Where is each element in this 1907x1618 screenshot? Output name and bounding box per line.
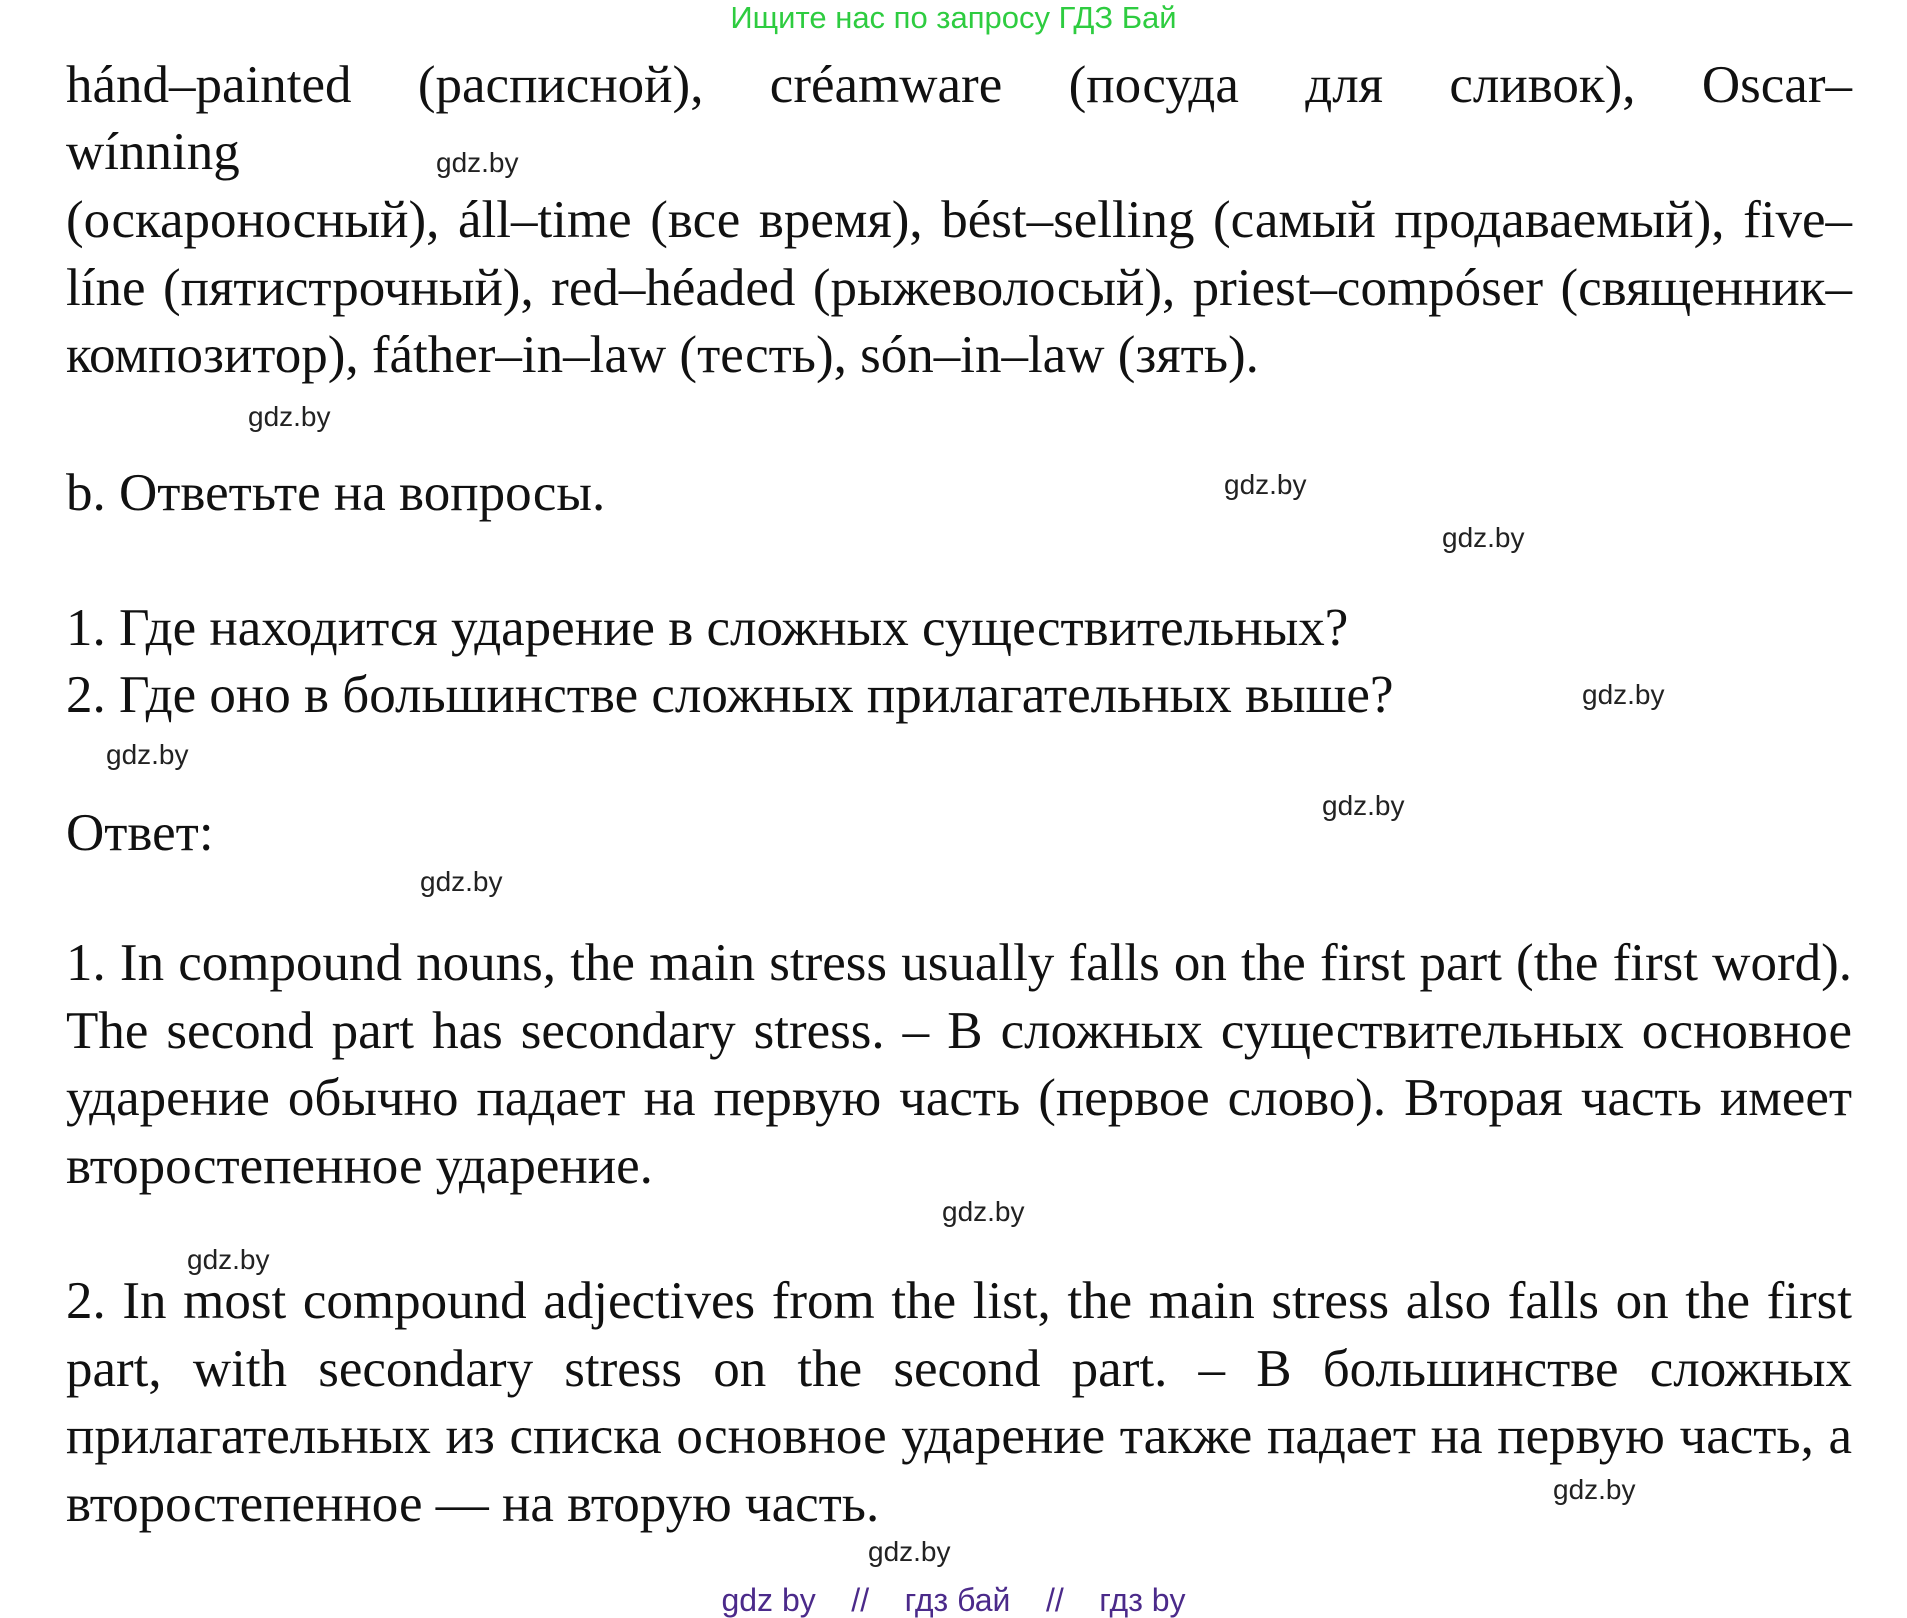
question-2: 2. Где оно в большинстве сложных прилагательных выше?	[66, 666, 1394, 724]
footer-link-gdz-by-cyr[interactable]: гдз by	[1099, 1582, 1186, 1618]
footer-link-gdz-bai[interactable]: гдз бай	[904, 1582, 1011, 1618]
vocab-block: (оскароносный), áll–time (все время), bést–selling (самый продаваемый), five–líne (пятистрочный), red–héaded (рыжеволосый), priest–compóser (священник–композитор), fáther–in–law (тесть), són–in–law (зять).	[66, 191, 1852, 384]
footer-links	[0, 1582, 1907, 1618]
question-1: 1. Где находится ударение в сложных существительных?	[66, 599, 1349, 657]
watermark: gdz.by	[106, 739, 189, 770]
answer-1: 1. In compound nouns, the main stress usually falls on the first part (the first word). The second part has secondary stress. – В сложных существительных основное ударение обычно падает на первую часть (первое слово). Вторая часть имеет второстепенное ударение.	[66, 934, 1852, 1195]
footer-separator: //	[1045, 1582, 1064, 1618]
task-b-heading: b. Ответьте на вопросы.	[66, 464, 606, 522]
top-banner: Ищите нас по запросу ГДЗ Бай	[730, 0, 1177, 35]
answer-label: Ответ:	[66, 804, 214, 862]
vocab-line-1: hánd–painted (расписной), créamware (посуда для сливок), Oscar–	[66, 56, 1852, 114]
watermark: gdz.by	[248, 401, 331, 432]
watermark: gdz.by	[187, 1244, 270, 1275]
answer-2: 2. In most compound adjectives from the list, the main stress also falls on the first part, with secondary stress on the second part. – В большинстве сложных прилагательных из списка основное ударение также падает на первую часть, а второстепенное — на вторую часть.	[66, 1272, 1852, 1533]
watermark: gdz.by	[436, 147, 519, 178]
footer-link-gdz-by[interactable]: gdz by	[721, 1582, 816, 1618]
vocab-line-2: wínning	[66, 123, 240, 181]
watermark: gdz.by	[1442, 522, 1525, 553]
watermark: gdz.by	[1553, 1474, 1636, 1505]
watermark: gdz.by	[868, 1536, 951, 1567]
watermark: gdz.by	[942, 1196, 1025, 1227]
watermark: gdz.by	[1582, 679, 1665, 710]
watermark: gdz.by	[1224, 469, 1307, 500]
watermark: gdz.by	[420, 866, 503, 897]
footer-separator: //	[851, 1582, 870, 1618]
watermark: gdz.by	[1322, 790, 1405, 821]
